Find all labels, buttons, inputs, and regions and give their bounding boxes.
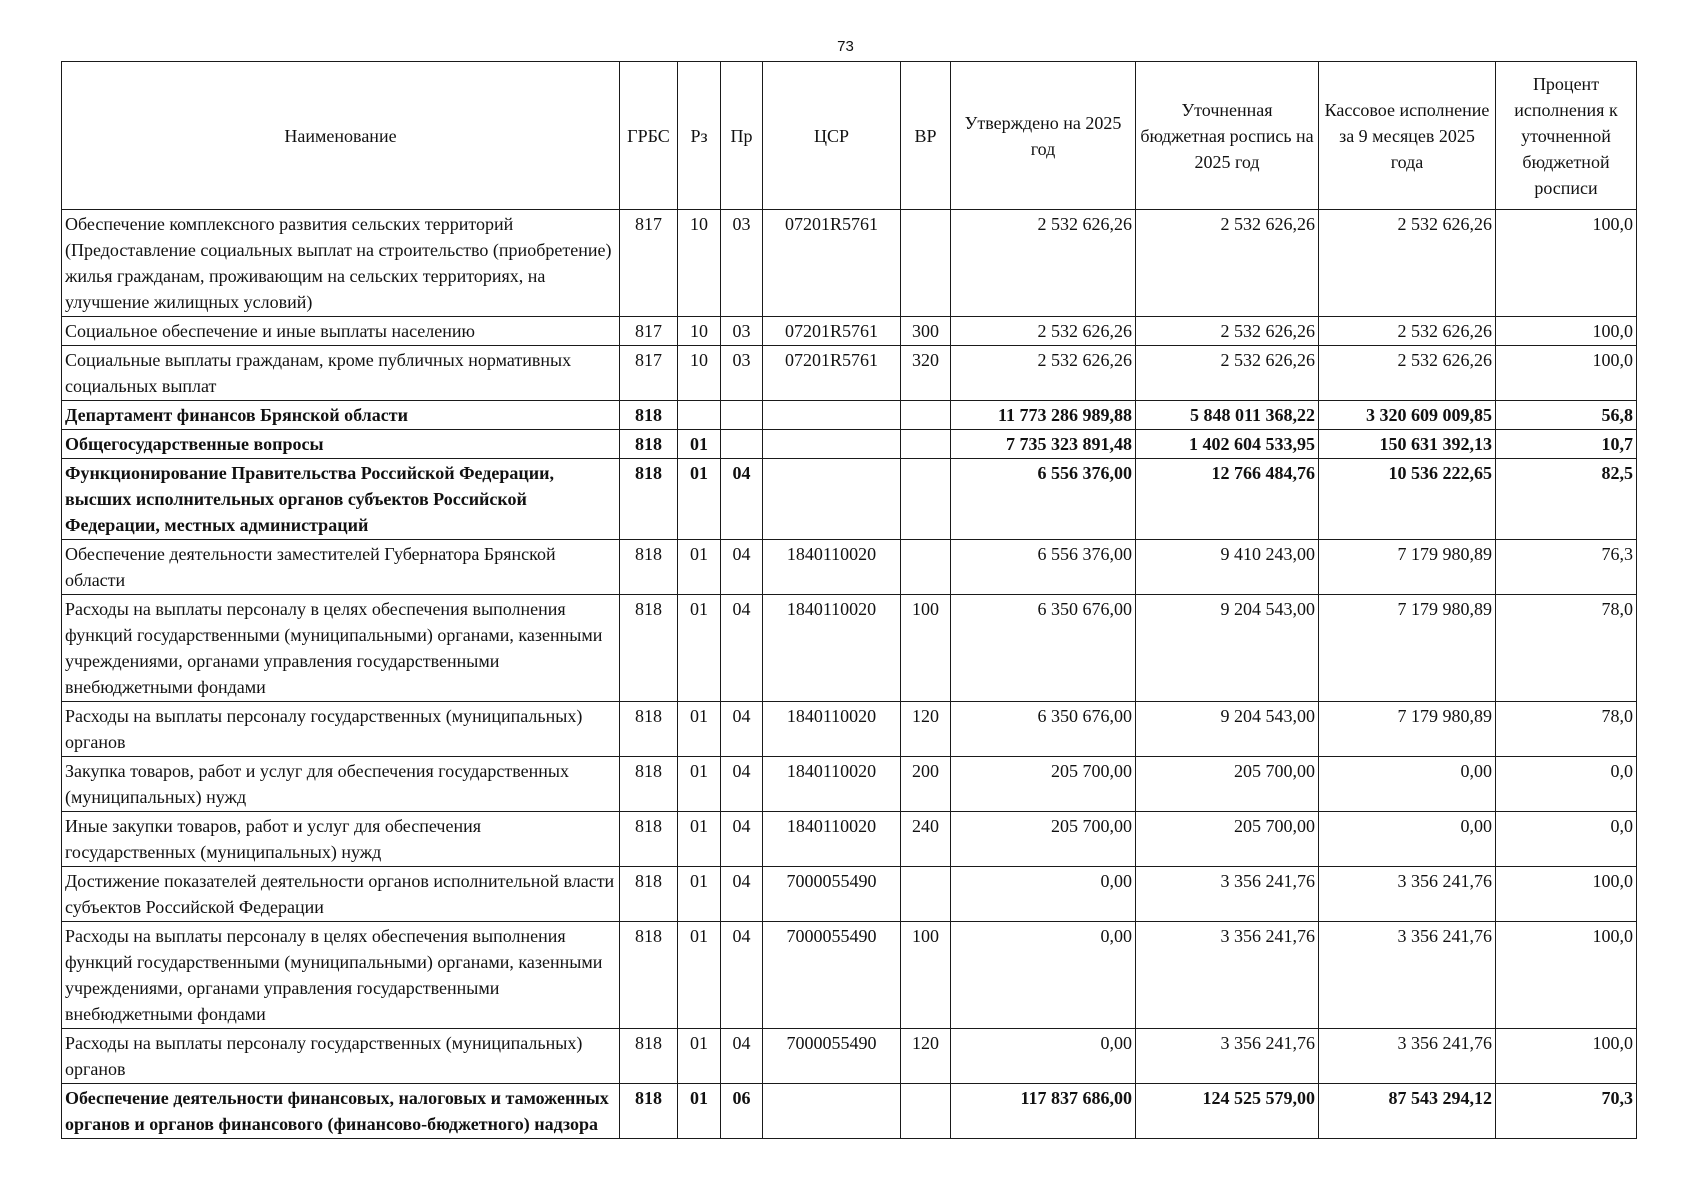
cell-csr [763, 1084, 901, 1139]
cell-pr: 04 [721, 812, 763, 867]
cell-refined: 2 532 626,26 [1136, 346, 1319, 401]
cell-grbs: 817 [620, 346, 678, 401]
cell-cash: 150 631 392,13 [1319, 430, 1496, 459]
cell-percent: 76,3 [1496, 540, 1637, 595]
cell-vr: 320 [901, 346, 951, 401]
cell-grbs: 818 [620, 867, 678, 922]
cell-grbs: 818 [620, 1084, 678, 1139]
cell-refined: 9 204 543,00 [1136, 702, 1319, 757]
cell-refined: 205 700,00 [1136, 812, 1319, 867]
cell-cash: 3 356 241,76 [1319, 922, 1496, 1029]
cell-pr: 04 [721, 757, 763, 812]
cell-name: Обеспечение деятельности заместителей Губернатора Брянской области [62, 540, 620, 595]
cell-name: Департамент финансов Брянской области [62, 401, 620, 430]
cell-grbs: 818 [620, 540, 678, 595]
cell-cash: 2 532 626,26 [1319, 346, 1496, 401]
cell-refined: 124 525 579,00 [1136, 1084, 1319, 1139]
cell-refined: 3 356 241,76 [1136, 922, 1319, 1029]
cell-name: Социальные выплаты гражданам, кроме публичных нормативных социальных выплат [62, 346, 620, 401]
cell-grbs: 818 [620, 812, 678, 867]
cell-refined: 3 356 241,76 [1136, 1029, 1319, 1084]
cell-csr: 7000055490 [763, 1029, 901, 1084]
cell-vr [901, 867, 951, 922]
cell-csr: 07201R5761 [763, 210, 901, 317]
cell-vr [901, 540, 951, 595]
cell-rz: 01 [678, 540, 721, 595]
cell-approved: 0,00 [951, 1029, 1136, 1084]
cell-percent: 100,0 [1496, 867, 1637, 922]
cell-vr [901, 430, 951, 459]
cell-csr: 1840110020 [763, 812, 901, 867]
cell-name: Общегосударственные вопросы [62, 430, 620, 459]
cell-rz: 10 [678, 346, 721, 401]
cell-pr: 04 [721, 867, 763, 922]
cell-rz: 01 [678, 595, 721, 702]
cell-percent: 100,0 [1496, 346, 1637, 401]
cell-percent: 100,0 [1496, 210, 1637, 317]
cell-vr: 200 [901, 757, 951, 812]
cell-approved: 0,00 [951, 922, 1136, 1029]
cell-cash: 3 320 609 009,85 [1319, 401, 1496, 430]
table-row [62, 430, 1637, 459]
cell-grbs: 818 [620, 459, 678, 540]
table-row [62, 210, 1637, 317]
cell-cash: 7 179 980,89 [1319, 540, 1496, 595]
cell-percent: 70,3 [1496, 1084, 1637, 1139]
cell-grbs: 818 [620, 1029, 678, 1084]
cell-grbs: 818 [620, 430, 678, 459]
cell-approved: 2 532 626,26 [951, 317, 1136, 346]
cell-approved: 205 700,00 [951, 812, 1136, 867]
cell-vr: 120 [901, 702, 951, 757]
cell-grbs: 817 [620, 317, 678, 346]
cell-cash: 7 179 980,89 [1319, 595, 1496, 702]
table-body [62, 210, 1637, 1139]
cell-csr: 07201R5761 [763, 317, 901, 346]
header-refined: Уточненная бюджетная роспись на 2025 год [1136, 62, 1319, 210]
cell-refined: 9 204 543,00 [1136, 595, 1319, 702]
cell-percent: 82,5 [1496, 459, 1637, 540]
cell-rz: 01 [678, 922, 721, 1029]
cell-pr: 04 [721, 540, 763, 595]
cell-rz: 10 [678, 210, 721, 317]
cell-approved: 0,00 [951, 867, 1136, 922]
cell-percent: 0,0 [1496, 757, 1637, 812]
table-row [62, 595, 1637, 702]
cell-name: Обеспечение деятельности финансовых, налоговых и таможенных органов и органов финансового (финансово-бюджетного) надзора [62, 1084, 620, 1139]
cell-vr: 240 [901, 812, 951, 867]
cell-vr: 120 [901, 1029, 951, 1084]
cell-grbs: 818 [620, 922, 678, 1029]
cell-name: Иные закупки товаров, работ и услуг для обеспечения государственных (муниципальных) нужд [62, 812, 620, 867]
cell-grbs: 818 [620, 757, 678, 812]
cell-refined: 9 410 243,00 [1136, 540, 1319, 595]
header-rz: Рз [678, 62, 721, 210]
page-number: 73 [837, 38, 854, 55]
cell-name: Расходы на выплаты персоналу в целях обеспечения выполнения функций государственными (муниципальными) органами, казенными учреждениями, органами управления государственными внебюджетными фондами [62, 595, 620, 702]
table-row [62, 812, 1637, 867]
cell-vr: 100 [901, 922, 951, 1029]
table-row [62, 540, 1637, 595]
cell-approved: 117 837 686,00 [951, 1084, 1136, 1139]
cell-csr: 7000055490 [763, 922, 901, 1029]
cell-refined: 5 848 011 368,22 [1136, 401, 1319, 430]
cell-cash: 3 356 241,76 [1319, 867, 1496, 922]
cell-percent: 78,0 [1496, 702, 1637, 757]
table-row [62, 757, 1637, 812]
cell-cash: 7 179 980,89 [1319, 702, 1496, 757]
cell-pr: 03 [721, 317, 763, 346]
cell-csr [763, 459, 901, 540]
cell-vr: 100 [901, 595, 951, 702]
cell-rz: 01 [678, 867, 721, 922]
cell-refined: 205 700,00 [1136, 757, 1319, 812]
cell-pr [721, 401, 763, 430]
cell-grbs: 818 [620, 702, 678, 757]
header-cash: Кассовое исполнение за 9 месяцев 2025 года [1319, 62, 1496, 210]
cell-name: Расходы на выплаты персоналу в целях обеспечения выполнения функций государственными (муниципальными) органами, казенными учреждениями, органами управления государственными внебюджетными фондами [62, 922, 620, 1029]
cell-pr: 04 [721, 702, 763, 757]
cell-refined: 2 532 626,26 [1136, 210, 1319, 317]
header-approved: Утверждено на 2025 год [951, 62, 1136, 210]
cell-percent: 100,0 [1496, 1029, 1637, 1084]
table-header [62, 62, 1637, 210]
cell-name: Обеспечение комплексного развития сельских территорий (Предоставление социальных выплат на строительство (приобретение) жилья гражданам, проживающим на сельских территориях, на улучшение жилищных условий) [62, 210, 620, 317]
cell-csr: 7000055490 [763, 867, 901, 922]
cell-rz: 01 [678, 459, 721, 540]
header-vr: ВР [901, 62, 951, 210]
cell-rz: 01 [678, 757, 721, 812]
cell-pr: 04 [721, 459, 763, 540]
cell-pr [721, 430, 763, 459]
header-csr: ЦСР [763, 62, 901, 210]
cell-grbs: 817 [620, 210, 678, 317]
cell-approved: 11 773 286 989,88 [951, 401, 1136, 430]
header-grbs: ГРБС [620, 62, 678, 210]
cell-name: Закупка товаров, работ и услуг для обеспечения государственных (муниципальных) нужд [62, 757, 620, 812]
cell-cash: 0,00 [1319, 812, 1496, 867]
cell-vr: 300 [901, 317, 951, 346]
cell-refined: 2 532 626,26 [1136, 317, 1319, 346]
cell-approved: 205 700,00 [951, 757, 1136, 812]
cell-cash: 10 536 222,65 [1319, 459, 1496, 540]
table-row [62, 401, 1637, 430]
cell-percent: 78,0 [1496, 595, 1637, 702]
cell-rz: 01 [678, 430, 721, 459]
cell-cash: 0,00 [1319, 757, 1496, 812]
header-pr: Пр [721, 62, 763, 210]
cell-pr: 04 [721, 922, 763, 1029]
cell-pr: 04 [721, 1029, 763, 1084]
cell-rz: 10 [678, 317, 721, 346]
cell-vr [901, 210, 951, 317]
cell-csr [763, 430, 901, 459]
cell-approved: 6 350 676,00 [951, 595, 1136, 702]
cell-rz: 01 [678, 812, 721, 867]
cell-name: Расходы на выплаты персоналу государственных (муниципальных) органов [62, 1029, 620, 1084]
cell-approved: 6 556 376,00 [951, 459, 1136, 540]
cell-approved: 6 556 376,00 [951, 540, 1136, 595]
table-row [62, 459, 1637, 540]
cell-csr [763, 401, 901, 430]
cell-name: Функционирование Правительства Российской Федерации, высших исполнительных органов субъектов Российской Федерации, местных администраций [62, 459, 620, 540]
header-percent: Процент исполнения к уточненной бюджетной росписи [1496, 62, 1637, 210]
cell-grbs: 818 [620, 595, 678, 702]
cell-cash: 2 532 626,26 [1319, 317, 1496, 346]
cell-rz: 01 [678, 1029, 721, 1084]
table-row [62, 702, 1637, 757]
cell-name: Социальное обеспечение и иные выплаты населению [62, 317, 620, 346]
cell-percent: 100,0 [1496, 317, 1637, 346]
cell-rz: 01 [678, 702, 721, 757]
cell-csr: 07201R5761 [763, 346, 901, 401]
cell-rz [678, 401, 721, 430]
cell-approved: 6 350 676,00 [951, 702, 1136, 757]
cell-approved: 2 532 626,26 [951, 210, 1136, 317]
cell-name: Расходы на выплаты персоналу государственных (муниципальных) органов [62, 702, 620, 757]
cell-refined: 1 402 604 533,95 [1136, 430, 1319, 459]
cell-pr: 03 [721, 210, 763, 317]
cell-percent: 100,0 [1496, 922, 1637, 1029]
cell-csr: 1840110020 [763, 540, 901, 595]
cell-refined: 3 356 241,76 [1136, 867, 1319, 922]
cell-approved: 2 532 626,26 [951, 346, 1136, 401]
cell-pr: 06 [721, 1084, 763, 1139]
cell-refined: 12 766 484,76 [1136, 459, 1319, 540]
table-row [62, 346, 1637, 401]
cell-csr: 1840110020 [763, 702, 901, 757]
cell-name: Достижение показателей деятельности органов исполнительной власти субъектов Российской Федерации [62, 867, 620, 922]
cell-cash: 2 532 626,26 [1319, 210, 1496, 317]
budget-table [61, 61, 1637, 1139]
cell-percent: 10,7 [1496, 430, 1637, 459]
table-row [62, 1084, 1637, 1139]
table-row [62, 1029, 1637, 1084]
cell-grbs: 818 [620, 401, 678, 430]
cell-csr: 1840110020 [763, 595, 901, 702]
cell-vr [901, 401, 951, 430]
table-row [62, 922, 1637, 1029]
cell-cash: 3 356 241,76 [1319, 1029, 1496, 1084]
cell-pr: 03 [721, 346, 763, 401]
cell-percent: 0,0 [1496, 812, 1637, 867]
table-row [62, 867, 1637, 922]
cell-vr [901, 1084, 951, 1139]
header-name: Наименование [62, 62, 620, 210]
cell-cash: 87 543 294,12 [1319, 1084, 1496, 1139]
cell-vr [901, 459, 951, 540]
cell-approved: 7 735 323 891,48 [951, 430, 1136, 459]
table-row [62, 317, 1637, 346]
cell-csr: 1840110020 [763, 757, 901, 812]
cell-pr: 04 [721, 595, 763, 702]
cell-percent: 56,8 [1496, 401, 1637, 430]
cell-rz: 01 [678, 1084, 721, 1139]
